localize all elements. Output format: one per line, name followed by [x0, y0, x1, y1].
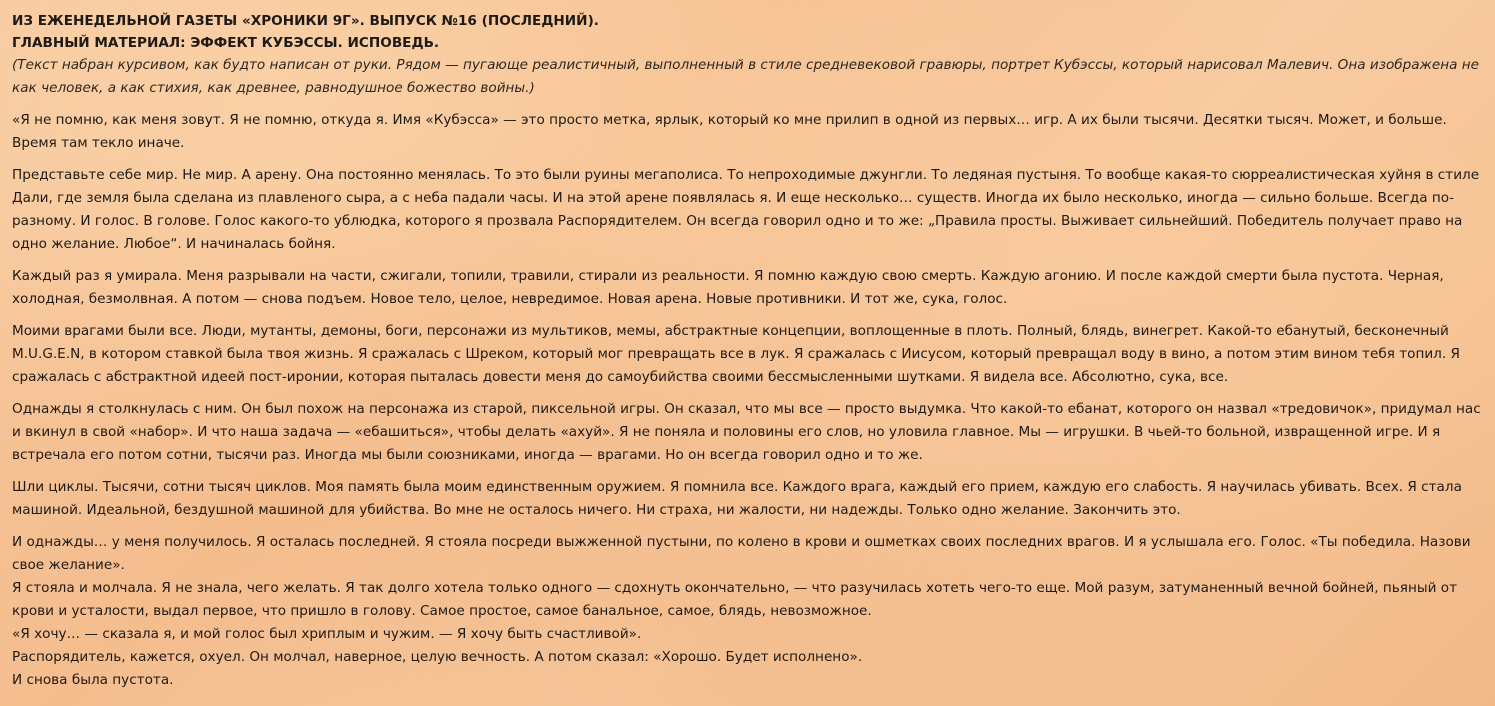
- paragraph-emptiness: И снова была пустота.: [12, 672, 174, 688]
- paragraph-victory: И однажды… у меня получилось. Я осталась последней. Я стояла посреди выжженной пустыни, по колено в крови и ошметках своих последних врагов. И я услышала его. Голос. «Ты победила. Назови свое желание».: [12, 534, 1471, 573]
- main-article-heading: ГЛАВНЫЙ МАТЕРИАЛ: ЭФФЕКТ КУБЭССЫ. ИСПОВЕДЬ.: [12, 35, 440, 51]
- paragraph-memory: «Я не помню, как меня зовут. Я не помню, откуда я. Имя «Кубэсса» — это просто метка, ярлык, который ко мне прилип в одной из первых… игр. А их были тысячи. Десятки тысяч. Может, и больше. Время там текло иначе.: [12, 112, 1447, 151]
- paragraph-cycles: Шли циклы. Тысячи, сотни тысяч циклов. Моя память была моим единственным оружием. Я помнила все. Каждого врага, каждый его прием, каждую его слабость. Я научилась убивать. Всех. Я стала машиной. Идеальной, бездушной машиной для убийства. Во мне не осталось ничего. Ни страха, ни жалости, ни надежды. Только одно желание. Закончить это.: [12, 479, 1462, 518]
- paragraph-arena: Представьте себе мир. Не мир. А арену. Она постоянно менялась. То это были руины мегаполиса. То непроходимые джунгли. То ледяная пустыня. То вообще какая-то сюрреалистическая хуйня в стиле Дали, где земля была сделана из плавленого сыра, а с неба падали часы. И на этой арене появлялась я. И еще несколько… существ. Иногда их было несколько, иногда — сильно больше. Всегда по-разному. И голос. В голове. Голос какого-то ублюдка, которого я прозвала Распорядителем. Он всегда говорил одно и то же: „Правила просты. Выживает сильнейший. Победитель получает право на одно желание. Любое“. И начиналась бойня.: [12, 167, 1480, 252]
- paragraph-granted: Распорядитель, кажется, охуел. Он молчал, наверное, целую вечность. А потом сказал: «Хорошо. Будет исполнено».: [12, 649, 863, 665]
- newspaper-source-heading: ИЗ ЕЖЕНЕДЕЛЬНОЙ ГАЗЕТЫ «ХРОНИКИ 9Г». ВЫПУСК №16 (ПОСЛЕДНИЙ).: [12, 13, 599, 29]
- paragraph-pixel-character: Однажды я столкнулась с ним. Он был похож на персонажа из старой, пиксельной игры. Он сказал, что мы все — просто выдумка. Что какой-то ебанат, которого он назвал «тредовичок», придумал нас и вкинул в свой «набор». И что наша задача — «ебашиться», чтобы делать «ахуй». Я не поняла и половины его слов, но уловила главное. Мы — игрушки. В чьей-то больной, извращенной игре. И я встречала его потом сотни, тысячи раз. Иногда мы были союзниками, иногда — врагами. Но он всегда говорил одно и то же.: [12, 401, 1481, 463]
- paragraph-enemies: Моими врагами были все. Люди, мутанты, демоны, боги, персонажи из мультиков, мемы, абстрактные концепции, воплощенные в плоть. Полный, блядь, винегрет. Какой-то ебанутый, бесконечный M.U.G.E.N, в котором ставкой была твоя жизнь. Я сражалась с Шреком, который мог превращать все в лук. Я сражалась с Иисусом, который превращал воду в вино, а потом этим вином тебя топил. Я сражалась с абстрактной идеей пост-иронии, которая пыталась довести меня до самоубийства своими бессмысленными шутками. Я видела все. Абсолютно, сука, все.: [12, 323, 1460, 385]
- paragraph-wish: «Я хочу… — сказала я, и мой голос был хриплым и чужим. — Я хочу быть счастливой».: [12, 626, 642, 642]
- editor-note: (Текст набран курсивом, как будто написан от руки. Рядом — пугающе реалистичный, выполненный в стиле средневековой гравюры, портрет Кубэссы, который нарисовал Малевич. Она изображена не как человек, а как стихия, как древнее, равнодушное божество войны.): [12, 57, 1480, 96]
- paragraph-deaths: Каждый раз я умирала. Меня разрывали на части, сжигали, топили, травили, стирали из реальности. Я помню каждую свою смерть. Каждую агонию. И после каждой смерти была пустота. Черная, холодная, безмолвная. А потом — снова подъем. Новое тело, целое, невредимое. Новая арена. Новые противники. И тот же, сука, голос.: [12, 268, 1444, 307]
- paragraph-silence: Я стояла и молчала. Я не знала, чего желать. Я так долго хотела только одного — сдохнуть окончательно, — что разучилась хотеть чего-то еще. Мой разум, затуманенный вечной бойней, пьяный от крови и усталости, выдал первое, что пришло в голову. Самое простое, самое банальное, самое, блядь, невозможное.: [12, 580, 1457, 619]
